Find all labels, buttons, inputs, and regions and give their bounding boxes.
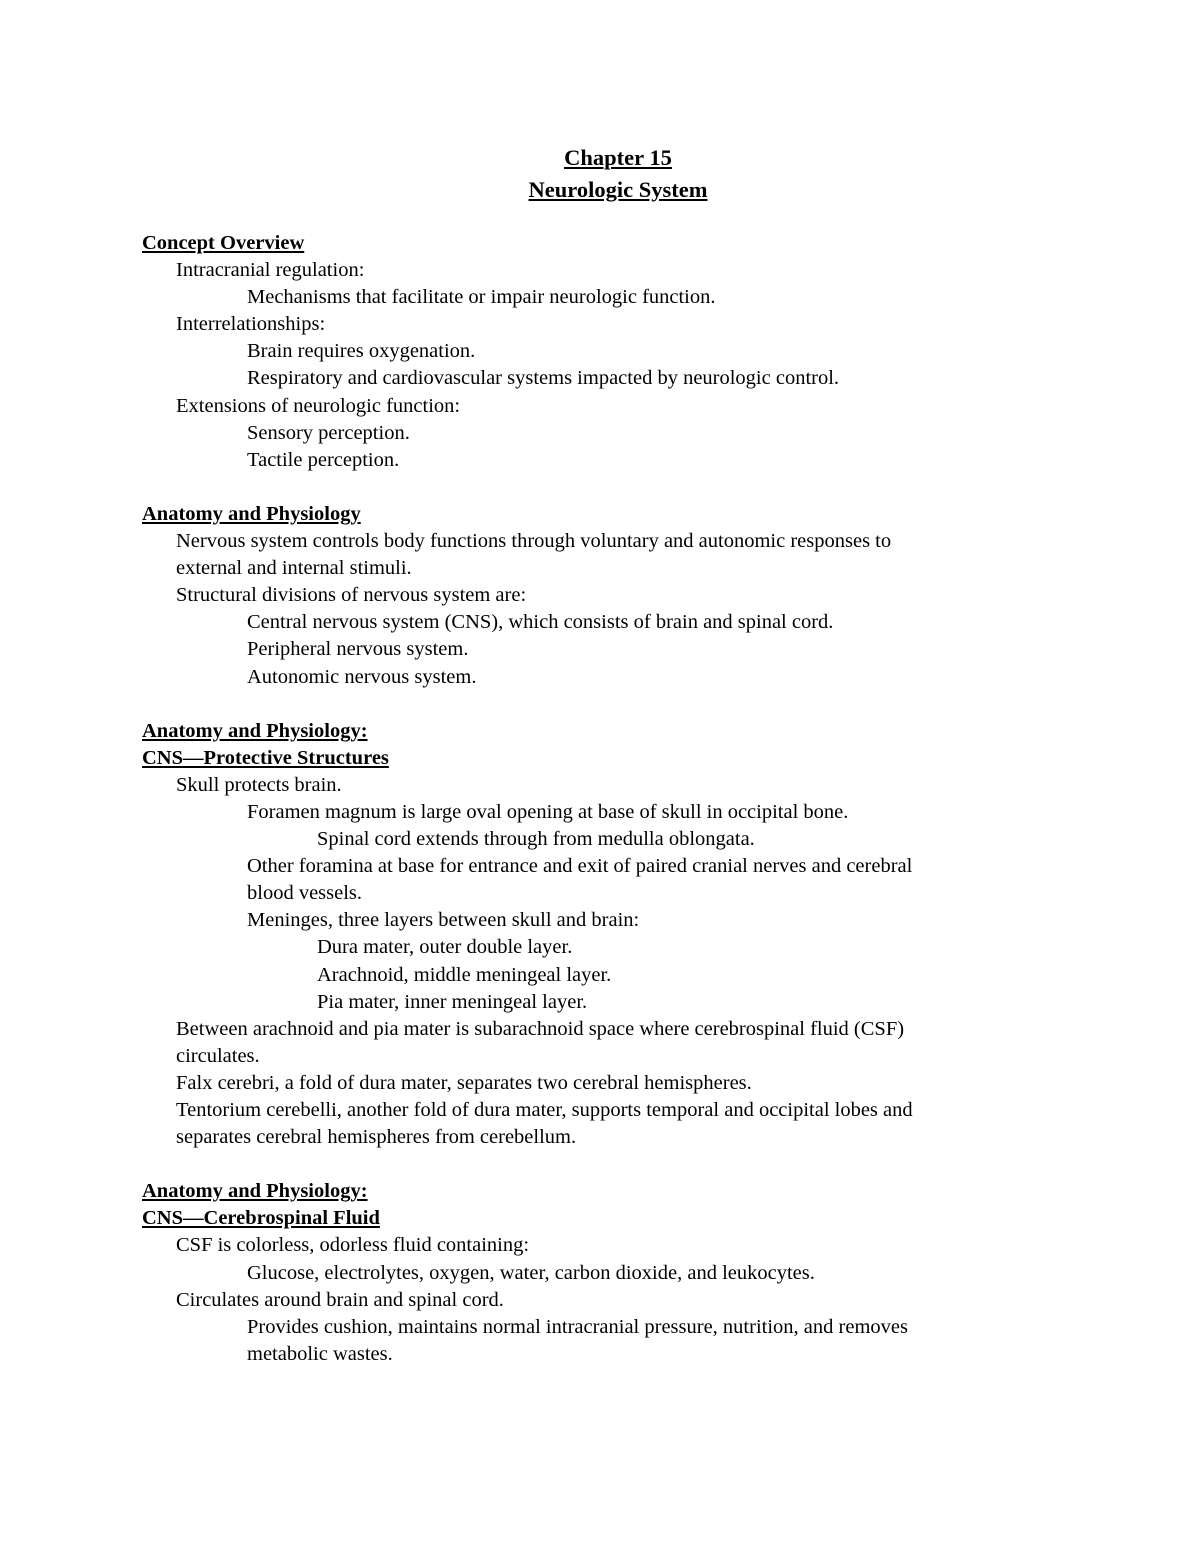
outline-item-level-1: circulates. [176,1044,260,1067]
outline-item-level-3: Dura mater, outer double layer. [317,936,573,959]
outline-item-level-2: Sensory perception. [247,421,410,444]
outline-section [142,501,1042,691]
outline-item-level-1: Falx cerebri, a fold of dura mater, separates two cerebral hemispheres. [176,1071,752,1094]
outline-item-level-3: Pia mater, inner meningeal layer. [317,990,588,1013]
outline-item-level-2: Autonomic nervous system. [247,665,477,688]
section-heading: Concept Overview [142,232,305,254]
outline-item-level-1: Circulates around brain and spinal cord. [176,1288,504,1311]
section-heading: CNS—Cerebrospinal Fluid [142,1207,380,1230]
outline-item-level-1: Between arachnoid and pia mater is subarachnoid space where cerebrospinal fluid (CSF) [176,1017,905,1040]
outline-item-level-1: Nervous system controls body functions through voluntary and autonomic responses to [176,530,892,553]
outline-item-level-1: Tentorium cerebelli, another fold of dura mater, supports temporal and occipital lobes and [176,1099,913,1121]
outline-item-level-2: Peripheral nervous system. [247,638,469,661]
outline-item-level-2: Other foramina at base for entrance and exit of paired cranial nerves and cerebral [247,855,913,878]
outline-item-level-2: Meninges, three layers between skull and brain: [247,909,640,932]
outline-section [142,230,1042,474]
section-heading: Anatomy and Physiology: [142,719,368,742]
outline-item-level-2: Tactile perception. [247,448,400,471]
outline-item-level-2: Mechanisms that facilitate or impair neurologic function. [247,286,716,309]
outline-item-level-3: Arachnoid, middle meningeal layer. [317,963,612,986]
outline-item-level-2: Foramen magnum is large oval opening at base of skull in occipital bone. [247,800,849,823]
outline-item-level-2: Brain requires oxygenation. [247,340,476,363]
section-heading: Anatomy and Physiology: [142,1180,368,1203]
chapter-number: Chapter 15 [564,145,672,170]
outline-item-level-2: metabolic wastes. [247,1342,393,1365]
outline-item-level-1: Intracranial regulation: [176,259,365,282]
outline-item-level-1: Structural divisions of nervous system are: [176,584,527,607]
chapter-title: Neurologic System [528,177,708,202]
document-title [0,142,1200,206]
section-heading: Anatomy and Physiology [142,502,361,525]
outline-item-level-2: Central nervous system (CNS), which consists of brain and spinal cord. [247,611,834,634]
outline-item-level-1: CSF is colorless, odorless fluid containing: [176,1234,530,1257]
outline-item-level-1: Interrelationships: [176,313,326,336]
outline-item-level-3: Spinal cord extends through from medulla oblongata. [317,828,755,851]
outline-item-level-2: blood vessels. [247,882,363,905]
outline-item-level-1: separates cerebral hemispheres from cerebellum. [176,1126,577,1149]
outline-item-level-2: Provides cushion, maintains normal intracranial pressure, nutrition, and removes [247,1315,908,1338]
outline-item-level-1: Skull protects brain. [176,773,342,796]
document-body [142,230,1042,1395]
section-heading: CNS—Protective Structures [142,746,389,769]
outline-section [142,718,1042,1152]
outline-section [142,1178,1042,1368]
outline-item-level-1: external and internal stimuli. [176,557,412,580]
outline-item-level-2: Glucose, electrolytes, oxygen, water, carbon dioxide, and leukocytes. [247,1261,815,1284]
outline-item-level-2: Respiratory and cardiovascular systems impacted by neurologic control. [247,367,840,390]
outline-item-level-1: Extensions of neurologic function: [176,394,461,417]
